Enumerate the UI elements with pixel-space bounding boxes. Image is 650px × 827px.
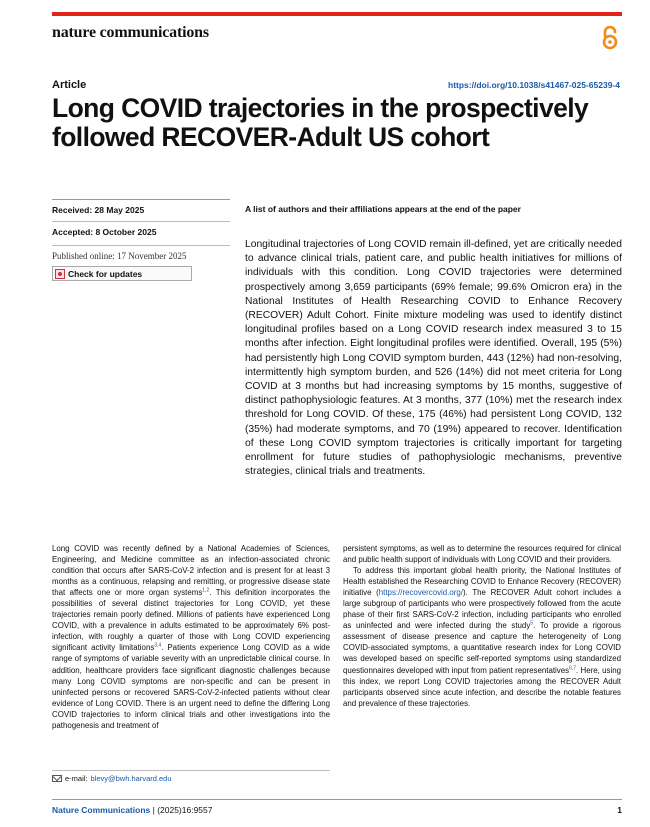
body-paragraph: persistent symptoms, as well as to determine the resources required for clinical and public health support of individuals with Long COVID and their providers. <box>343 544 621 565</box>
footer-volume: | (2025)16:9557 <box>152 805 213 815</box>
check-for-updates-button[interactable] <box>52 266 192 281</box>
check-updates-label: Check for updates <box>68 268 143 279</box>
footer-journal[interactable]: Nature Communications <box>52 805 151 815</box>
authors-note: A list of authors and their affiliations appears at the end of the paper <box>245 204 521 214</box>
reference-link[interactable]: 5 <box>530 620 534 627</box>
article-type: Article <box>52 79 87 91</box>
recover-link[interactable]: https://recovercovid.org/ <box>378 588 463 598</box>
received-date <box>52 199 230 215</box>
body-text: Long COVID was recently defined by a National Academies of Sciences, Engineering, and Medicine committee as an infection-associated chronic condition that occurs after SARS-CoV-2 infection and is present for at least 3 months as a continuous, relapsing and remitting, or progressive disease state that affects one or more organ systems <box>52 544 330 598</box>
reference-link[interactable]: 1,2 <box>202 587 210 594</box>
accepted-value: 8 October 2025 <box>95 227 157 237</box>
body-text: . To provide a rigorous assessment of disease presence and capture the heterogeneity of Long COVID-associated symptoms, a quantitative research index for Long COVID was developed based on specific self-reported symptoms using standardized questionnaires developed with input from patient representatives <box>343 621 621 675</box>
email-address-link[interactable]: blevy@bwh.harvard.edu <box>90 774 172 783</box>
body-text: ). The RECOVER Adult cohort includes a large subgroup of participants who were prospectively followed from the acute phase of their first SARS-CoV-2 infection, including participants who enrolled as uninfected and were infected during the study <box>343 588 621 631</box>
footer-divider <box>52 799 622 800</box>
reference-link[interactable]: 3,4 <box>154 642 162 649</box>
journal-name[interactable]: nature communications <box>52 24 209 41</box>
body-text: To address this important global health priority, the National Institutes of Health established the Researching COVID to Enhance Recovery (RECOVER) initiative ( <box>343 566 621 598</box>
received-label: Received: <box>52 205 93 215</box>
corresponding-email <box>52 774 172 783</box>
footer-citation <box>52 805 213 815</box>
body-column-left <box>52 543 330 731</box>
received-value: 28 May 2025 <box>94 205 145 215</box>
email-label: e-mail: <box>65 774 88 783</box>
doi-link[interactable]: https://doi.org/10.1038/s41467-025-65239-4 <box>448 80 620 90</box>
accepted-label: Accepted: <box>52 227 94 237</box>
email-divider <box>52 770 330 771</box>
reference-link[interactable]: 6,7 <box>569 664 577 671</box>
published-date: Published online: 17 November 2025 <box>52 245 230 261</box>
body-text: . Here, using this index, we report Long COVID trajectories among the RECOVER Adult participants observed since acute infection, and describe the notable features and prevalence of these trajectories. <box>343 665 621 708</box>
body-column-right <box>343 543 621 709</box>
page-number: 1 <box>617 805 622 815</box>
check-updates-icon <box>55 269 65 279</box>
envelope-icon <box>52 775 62 782</box>
abstract: Longitudinal trajectories of Long COVID remain ill-defined, yet are critically needed to advance clinical trials, patient care, and public health initiatives for millions of individuals with this condition. Long COVID trajectories were determined prospectively among 3,659 participants (69% female; 99.6% Omicron era) in the National Institutes of Health Researching COVID to Enhance Recovery (RECOVER) Adult Cohort. Finite mixture modeling was used to identify distinct longitudinal profiles based on a Long COVID research index measured 3 to 15 months after infection. Eight longitudinal profiles were identified. Overall, 195 (5%) had persistently high Long COVID symptom burden, 443 (12%) had non-resolving, intermittently high symptom burden, and 526 (14%) did not meet criteria for Long COVID at 3 months but had increasing symptoms by 15 months, suggestive of distinct pathophysiologic features. At 3 months, 377 (10%) met the research index threshold for Long COVID. Of these, 175 (46%) had persistent Long COVID, 132 (35%) had moderate symptoms, and 70 (19%) appeared to recover. Identification of these Long COVID symptom trajectories is critically important for targeting enrollment for future studies of pathophysiologic mechanisms, preventive strategies, clinical trials and treatments. <box>245 239 622 478</box>
body-text: . This definition incorporates the possibilities of several distinct trajectories for Long COVID, yet these trajectories remain poorly defined. Millions of patients have experienced Long COVID, with a prevalence in adults estimated to be approximately 6% post-infection, with roughly a quarter of those with Long COVID experiencing significant activity limitations <box>52 588 330 653</box>
body-paragraph <box>343 565 621 709</box>
article-title: Long COVID trajectories in the prospectively followed RECOVER-Adult US cohort <box>52 93 589 152</box>
open-access-icon[interactable] <box>600 26 620 50</box>
accepted-date <box>52 221 230 237</box>
header-accent-bar <box>52 12 622 16</box>
body-text: . Patients experience Long COVID as a wide range of symptoms of variable severity with an unpredictable clinical course. In addition, healthcare providers face significant diagnostic challenges because many Long COVID symptoms are non-specific and can be present in uninfected persons or recovered SARS-CoV-2-infected patients without clear evidence of Long COVID. There is an urgent need to define the differing Long COVID trajectories to inform clinical trials and other investigations into the pathogenesis and treatment of <box>52 643 330 730</box>
body-paragraph <box>52 543 330 731</box>
